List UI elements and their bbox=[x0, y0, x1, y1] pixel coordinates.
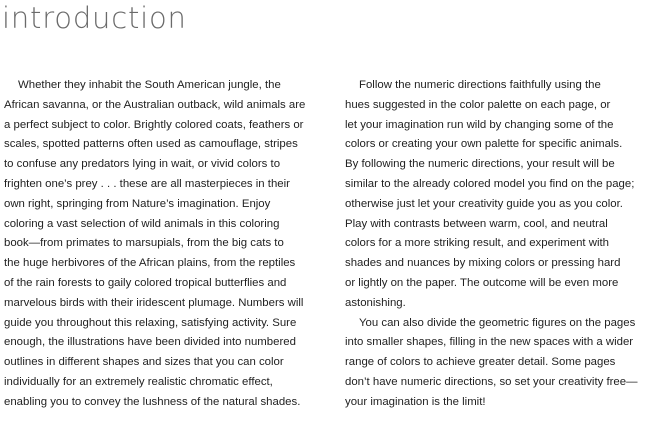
paragraph-line: Play with contrasts between warm, cool, and neutral bbox=[345, 217, 608, 230]
paragraph-line: outlines in different shapes and sizes that you can color bbox=[4, 356, 284, 369]
paragraph-line: You can also divide the geometric figures on the pages bbox=[359, 316, 636, 329]
paragraph-line: enabling you to convey the lushness of the natural shades. bbox=[4, 395, 301, 408]
paragraph-line: astonishing. bbox=[345, 296, 406, 309]
paragraph-line: guide you throughout this relaxing, satisfying activity. Sure bbox=[4, 316, 297, 329]
paragraph-line: your imagination is the limit! bbox=[345, 395, 486, 408]
paragraph-line: to confuse any predators lying in wait, or vivid colors to bbox=[4, 158, 281, 171]
page-title: introduction bbox=[2, 1, 187, 35]
paragraph-line: African savanna, or the Australian outback, wild animals are bbox=[4, 98, 306, 111]
paragraph-line: Whether they inhabit the South American jungle, the bbox=[18, 79, 281, 91]
paragraph-line: scales, spotted patterns often used as camouflage, stripes bbox=[4, 138, 298, 151]
paragraph-line: or lightly on the paper. The outcome will be even more bbox=[345, 276, 619, 289]
paragraph-line: into smaller shapes, filling in the new spaces with a wider bbox=[345, 336, 634, 349]
paragraph-line: the huge herbivores of the African plains, from the reptiles bbox=[4, 257, 296, 270]
paragraph-line: otherwise just let your creativity guide you as you color. bbox=[345, 197, 623, 210]
paragraph-line: coloring a vast selection of wild animals in this coloring bbox=[4, 217, 280, 230]
paragraph-line: similar to the already colored model you find on the page; bbox=[345, 177, 635, 190]
paragraph-line: a perfect subject to color. Brightly colored coats, feathers or bbox=[4, 118, 304, 131]
paragraph-line: shades and nuances by mixing colors or pressing hard bbox=[345, 257, 621, 270]
paragraph-line: don’t have numeric directions, so set your creativity free— bbox=[345, 375, 638, 388]
paragraph-line: Follow the numeric directions faithfully using the bbox=[359, 79, 601, 91]
paragraph-line: colors for a more striking result, and experiment with bbox=[345, 237, 609, 250]
right-column bbox=[345, 76, 650, 413]
paragraph-line: colors or creating your own palette for specific animals. bbox=[345, 138, 623, 151]
paragraph-line: let your imagination run wild by changing some of the bbox=[345, 118, 614, 131]
paragraph-line: range of colors to achieve greater detail. Some pages bbox=[345, 356, 616, 369]
paragraph-line: marvelous birds with their iridescent plumage. Numbers will bbox=[4, 296, 304, 309]
left-column bbox=[4, 76, 322, 413]
paragraph-line: By following the numeric directions, your result will be bbox=[345, 158, 615, 171]
paragraph-line: book—from primates to marsupials, from the big cats to bbox=[4, 237, 284, 250]
paragraph-line: hues suggested in the color palette on each page, or bbox=[345, 98, 611, 111]
paragraph-line: enough, the illustrations have been divided into numbered bbox=[4, 336, 296, 349]
paragraph-line: individually for an extremely realistic chromatic effect, bbox=[4, 375, 273, 388]
paragraph-line: frighten one’s prey . . . these are all masterpieces in their bbox=[4, 177, 290, 190]
paragraph-line: own right, springing from Nature’s imagination. Enjoy bbox=[4, 197, 271, 210]
paragraph-line: of the rain forests to gaily colored tropical butterflies and bbox=[4, 276, 287, 289]
